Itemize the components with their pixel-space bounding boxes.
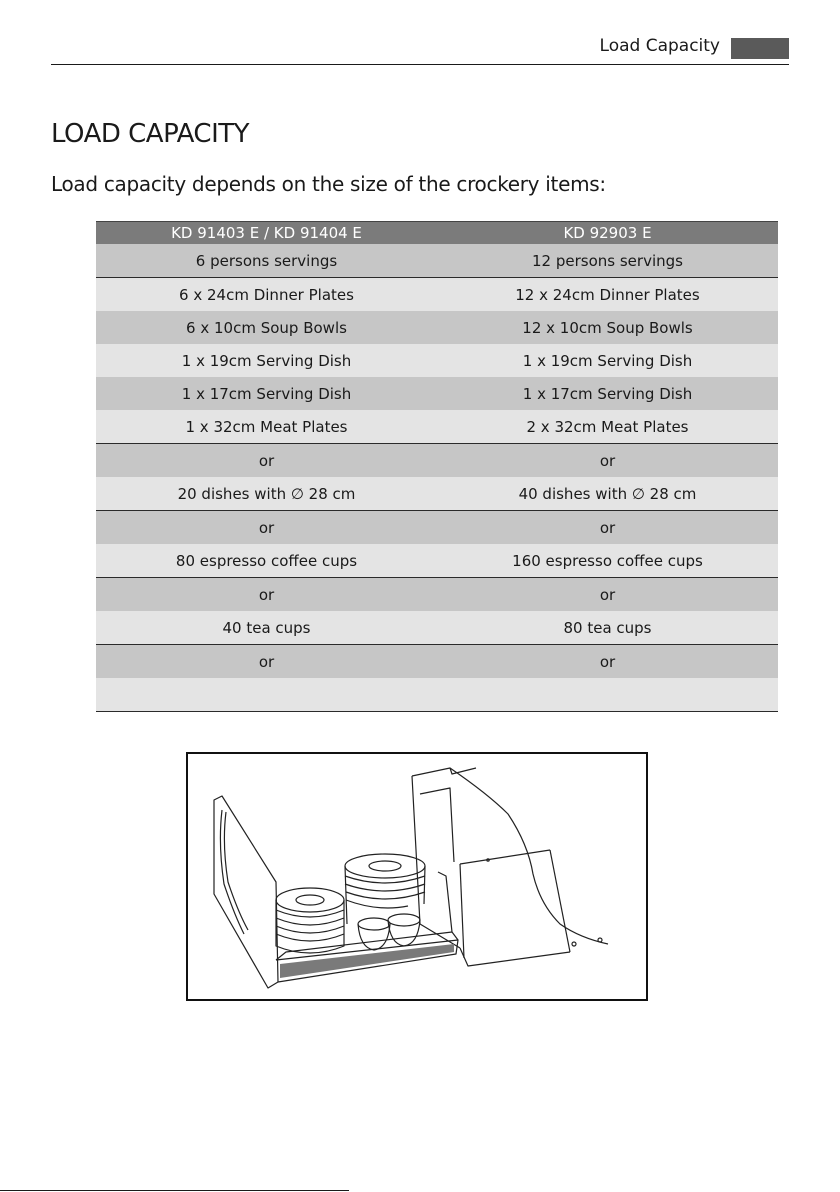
table-cell: or <box>96 444 437 478</box>
table-row <box>96 344 778 377</box>
table-cell: 6 x 10cm Soup Bowls <box>96 311 437 344</box>
column-header-kd91403: KD 91403 E / KD 91404 E <box>96 222 437 245</box>
table-cell: 40 tea cups <box>96 611 437 645</box>
table-cell: 80 espresso coffee cups <box>96 544 437 578</box>
table-cell: 1 x 17cm Serving Dish <box>96 377 437 410</box>
header-rule <box>51 64 789 65</box>
table-header-row <box>96 222 778 245</box>
table-cell: 1 x 32cm Meat Plates <box>96 410 437 444</box>
table-row <box>96 578 778 612</box>
table-cell: or <box>96 578 437 612</box>
table-cell: 1 x 17cm Serving Dish <box>437 377 778 410</box>
column-header-kd92903: KD 92903 E <box>437 222 778 245</box>
intro-text: Load capacity depends on the size of the crockery items: <box>51 172 606 196</box>
header-tab-block <box>731 38 789 59</box>
table-cell: 6 x 24cm Dinner Plates <box>96 278 437 312</box>
table-cell <box>96 678 437 712</box>
table-cell: 12 x 24cm Dinner Plates <box>437 278 778 312</box>
table-row <box>96 311 778 344</box>
table-cell: 80 tea cups <box>437 611 778 645</box>
cabinet-top-edge <box>412 768 476 776</box>
section-title: Load Capacity <box>599 36 720 56</box>
table-cell: 2 x 32cm Meat Plates <box>437 410 778 444</box>
table-row <box>96 511 778 545</box>
table-row <box>96 278 778 312</box>
table-row <box>96 645 778 679</box>
table-cell: 6 persons servings <box>96 244 437 278</box>
table-cell: or <box>437 578 778 612</box>
soup-bowl <box>388 914 420 926</box>
table-cell: 12 persons servings <box>437 244 778 278</box>
plate-stack-tall-top <box>345 854 425 878</box>
table-cell: or <box>437 511 778 545</box>
table-row <box>96 377 778 410</box>
load-capacity-table <box>96 221 778 712</box>
table-cell: 12 x 10cm Soup Bowls <box>437 311 778 344</box>
warming-drawer-figure <box>186 752 648 1001</box>
soup-bowl <box>358 918 390 930</box>
drawer-front-panel <box>214 796 278 988</box>
table-cell: or <box>437 444 778 478</box>
table-cell: 1 x 19cm Serving Dish <box>437 344 778 377</box>
table-row <box>96 410 778 444</box>
table-cell: or <box>96 645 437 679</box>
cabinet-bottom-edge <box>460 948 570 966</box>
table-row <box>96 444 778 478</box>
footer-rule <box>0 1190 349 1191</box>
table-row <box>96 544 778 578</box>
cabinet-cutaway-edge <box>450 768 608 944</box>
table-cell: or <box>437 645 778 679</box>
table-row <box>96 477 778 511</box>
warming-drawer-illustration <box>188 754 646 999</box>
table-cell: 20 dishes with ∅ 28 cm <box>96 477 437 511</box>
table-cell <box>437 678 778 712</box>
table-row <box>96 244 778 278</box>
table-cell: 160 espresso coffee cups <box>437 544 778 578</box>
table-cell: 40 dishes with ∅ 28 cm <box>437 477 778 511</box>
table-row <box>96 611 778 645</box>
table-row <box>96 678 778 712</box>
drawer-side <box>438 872 452 932</box>
table-cell: 1 x 19cm Serving Dish <box>96 344 437 377</box>
page-title: LOAD CAPACITY <box>51 119 250 149</box>
table-cell: or <box>96 511 437 545</box>
plate-stack-top <box>276 888 344 912</box>
